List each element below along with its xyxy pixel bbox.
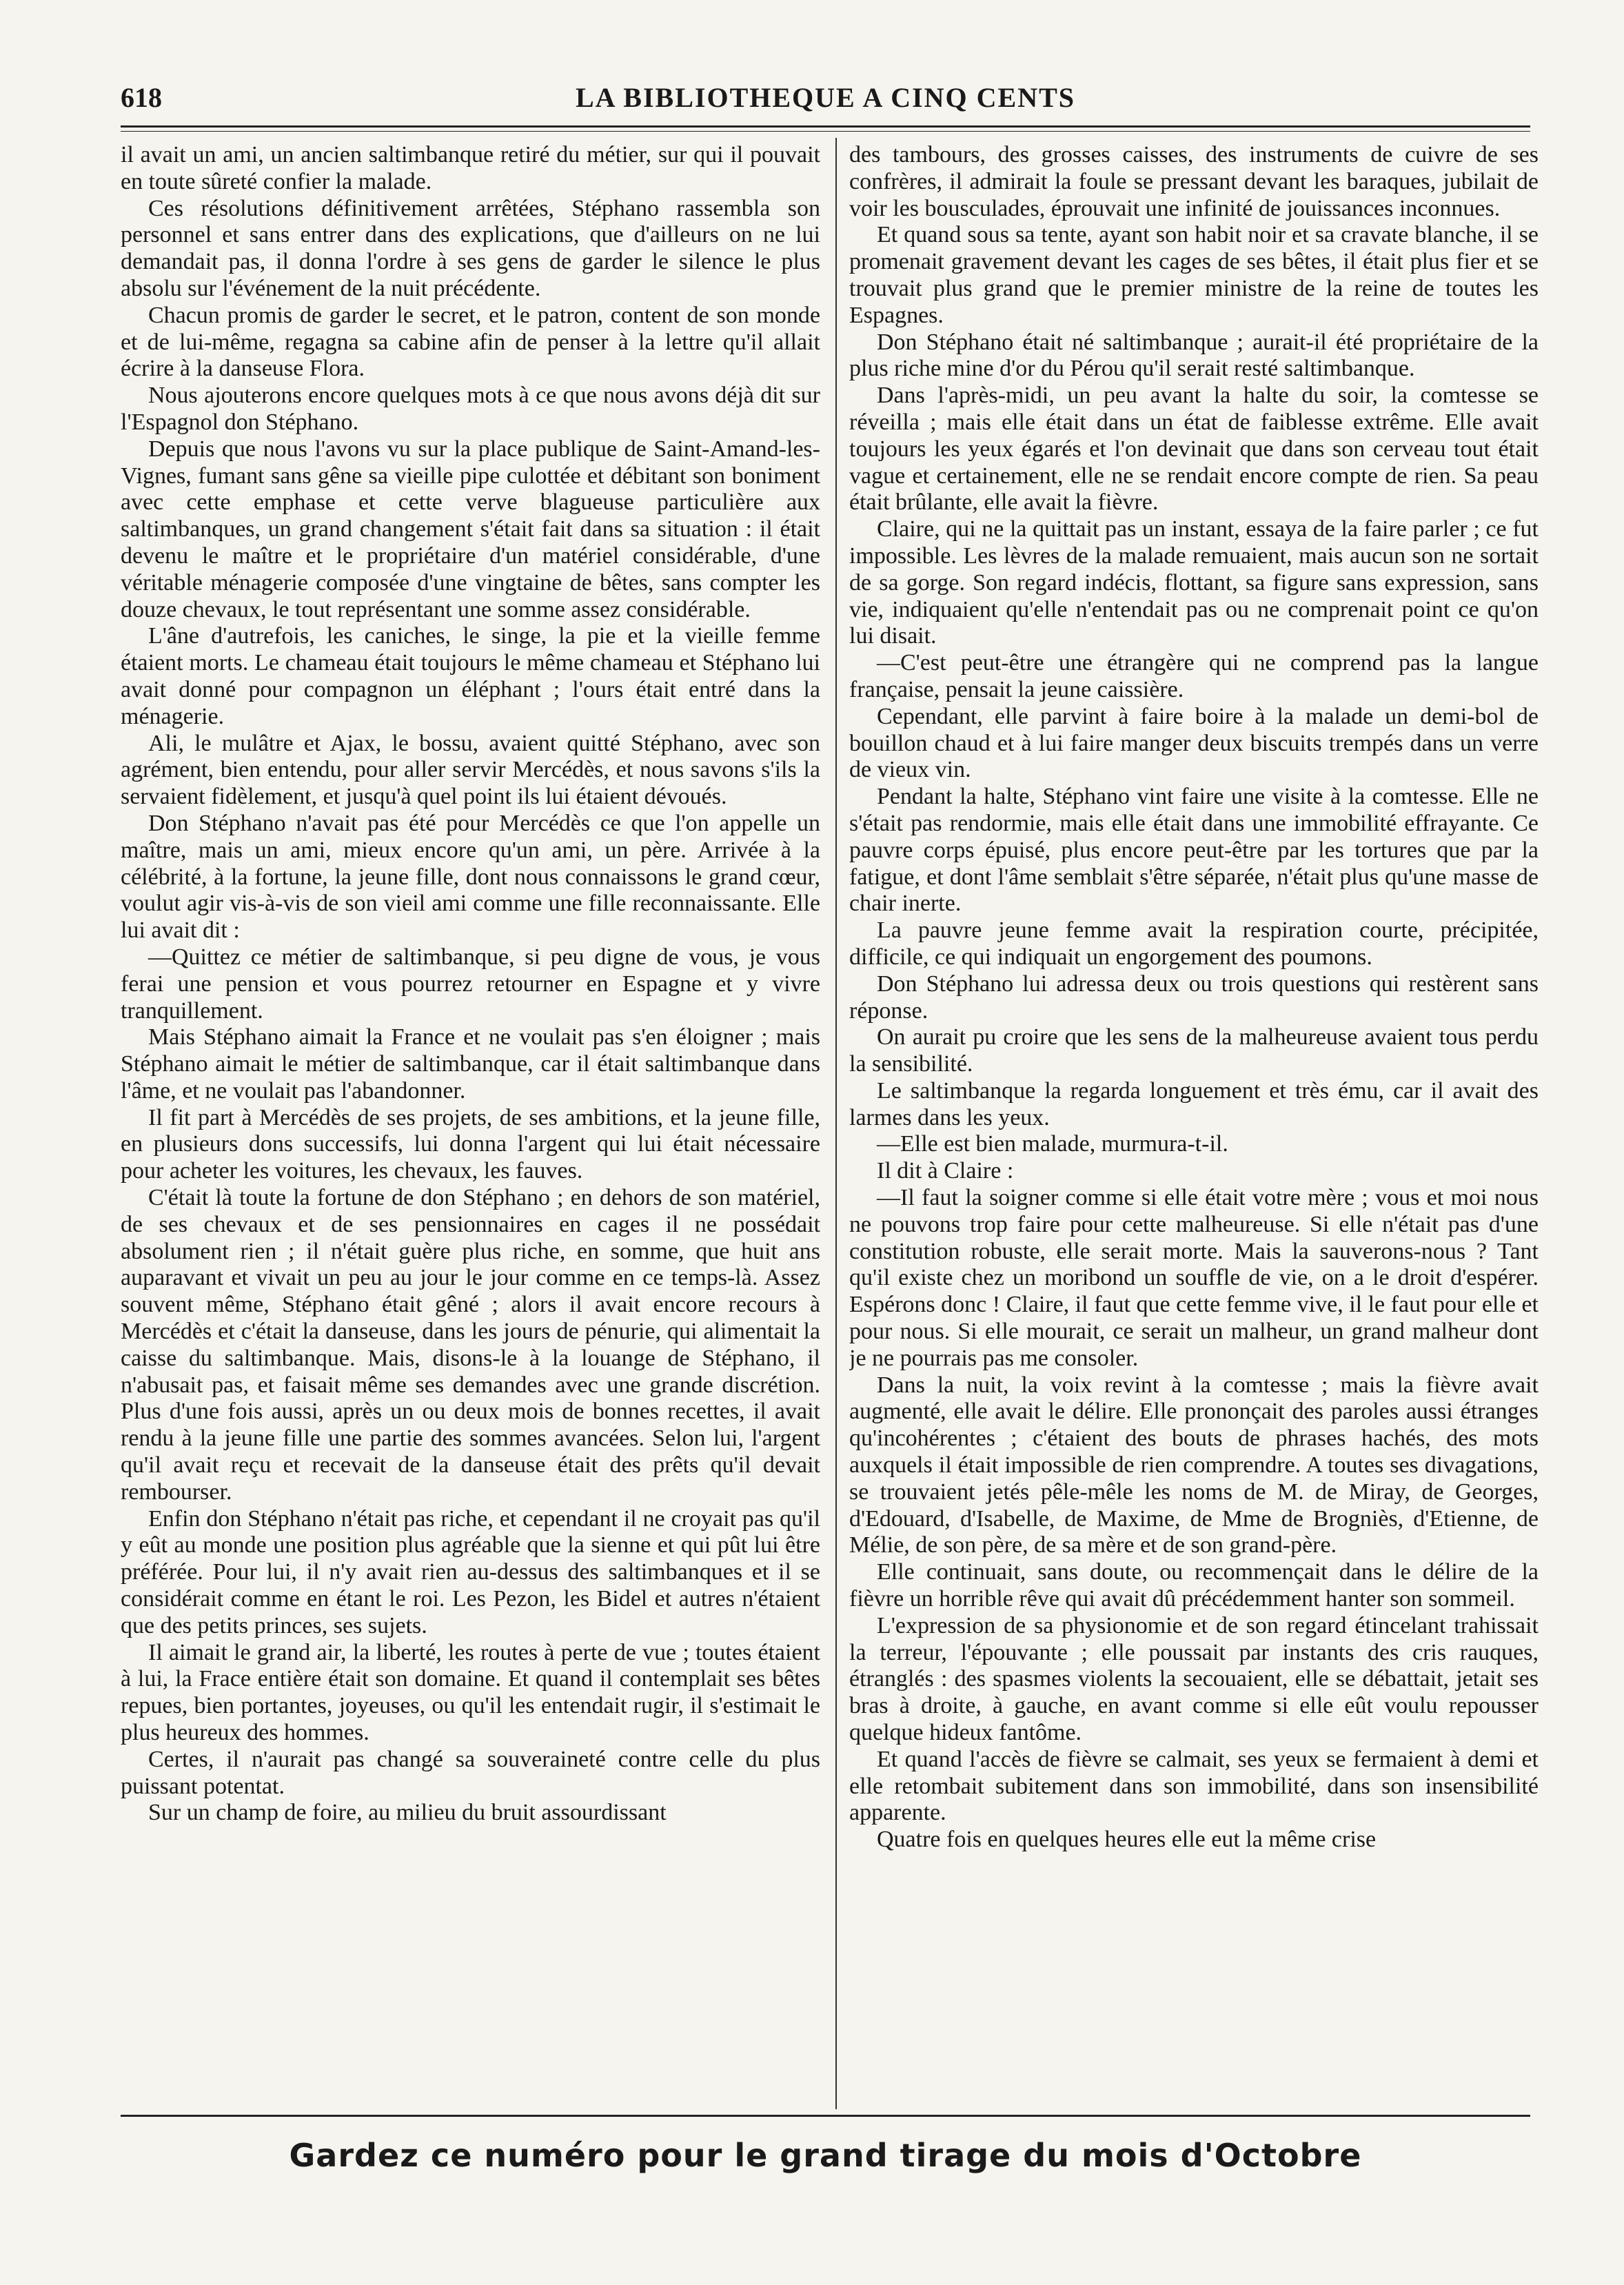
paragraph: Il dit à Claire : [877,1158,1014,1184]
paragraph: La pauvre jeune femme avait la respiration courte, précipitée, difficile, ce qui indiquait un engorgement des poumons. [849,917,1539,970]
paragraph: Nous ajouterons encore quelques mots à ce que nous avons déjà dit sur l'Espagnol don Stéphano. [121,383,820,435]
running-title: LA BIBLIOTHEQUE A CINQ CENTS [575,82,1076,113]
paragraph: Elle continuait, sans doute, ou recommençait dans le délire de la fièvre un horrible rêve qui avait dû précédemment hanter son sommeil. [849,1559,1539,1612]
paragraph: Et quand l'accès de fièvre se calmait, ses yeux se fermaient à demi et elle retombait subitement dans son immobilité, dans son insensibilité apparente. [849,1746,1539,1826]
paragraph: Ces résolutions définitivement arrêtées, Stéphano rassembla son personnel et sans entrer dans des explications, que d'ailleurs on ne lui demandait pas, il donna l'ordre à ses gens de garder le silence le plus absolu sur l'événement de la nuit précédente. [121,195,820,301]
left-column [121,142,820,2120]
paragraph: Il aimait le grand air, la liberté, les routes à perte de vue ; toutes étaient à lui, la Frace entière était son domaine. Et quand il contemplait ses bêtes repues, bien portantes, joyeuses, ou qu'il les entendait rugir, il s'estimait le plus heureux des hommes. [121,1639,820,1746]
paragraph: Cependant, elle parvint à faire boire à la malade un demi-bol de bouillon chaud et à lui faire manger deux biscuits trempés dans un verre de vieux vin. [849,703,1539,783]
paragraph: Dans l'après-midi, un peu avant la halte du soir, la comtesse se réveilla ; mais elle était dans un état de faiblesse extrême. Elle avait toujours les yeux égarés et l'on devinait que dans son cerveau tout était vague et certainement, elle ne se rendait encore compte de rien. Sa peau était brûlante, elle avait la fièvre. [849,383,1539,516]
paragraph: C'était là toute la fortune de don Stéphano ; en dehors de son matériel, de ses chevaux et de ses pensionnaires en cages il ne possédait absolument rien ; il n'était guère plus riche, en somme, que huit ans auparavant et vivait un peu au jour le jour comme en ce temps-là. Assez souvent même, Stéphano était gêné ; alors il avait encore recours à Mercédès et c'était la danseuse, dans les jours de pénurie, qui alimentait la caisse du saltimbanque. Mais, disons-le à la louange de Stéphano, il n'abusait pas, et faisait même ses demandes avec une grande discrétion. Plus d'une fois aussi, après un ou deux mois de bonnes recettes, il avait rendu à la jeune fille une partie des sommes avancées. Selon lui, l'argent qu'il avait reçu et recevait de la danseuse était des prêts qu'il devait rembourser. [121,1185,820,1505]
footer-notice: Gardez ce numéro pour le grand tirage du mois d'Octobre [289,2137,1362,2174]
page-header [121,81,1530,123]
paragraph: Ali, le mulâtre et Ajax, le bossu, avaient quitté Stéphano, avec son agrément, bien entendu, pour aller servir Mercédès, et nous savons s'ils la servaient fidèlement, et jusqu'à quel point ils lui étaient dévoués. [121,730,820,810]
paragraph: L'âne d'autrefois, les caniches, le singe, la pie et la vieille femme étaient morts. Le chameau était toujours le même chameau et Stéphano lui avait donné pour compagnon un éléphant ; l'ours était entré dans la ménagerie. [121,623,820,729]
paragraph: Quatre fois en quelques heures elle eut la même crise [877,1827,1377,1853]
paragraph: —Il faut la soigner comme si elle était votre mère ; vous et moi nous ne pouvons trop faire pour cette malheureuse. Si elle n'était pas d'une constitution robuste, elle serait morte. Mais la sauverons-nous ? Tant qu'il existe chez un moribond un souffle de vie, on a le droit d'espérer. Espérons donc ! Claire, il faut que cette femme vive, il le faut pour elle et pour nous. Si elle mourait, ce serait un malheur, un grand malheur dont je ne pourrais pas me consoler. [849,1185,1539,1371]
paragraph: Don Stéphano lui adressa deux ou trois questions qui restèrent sans réponse. [849,971,1539,1024]
paragraph: —Elle est bien malade, murmura-t-il. [877,1131,1228,1157]
column-divider [835,138,837,2109]
paragraph: Le saltimbanque la regarda longuement et très ému, car il avait des larmes dans les yeux. [849,1077,1539,1130]
paragraph: Il fit part à Mercédès de ses projets, de ses ambitions, et la jeune fille, en plusieurs dons successifs, lui donna l'argent qui lui était nécessaire pour acheter les voitures, les chevaux, les fauves. [121,1104,820,1184]
paragraph: Chacun promis de garder le secret, et le patron, content de son monde et de lui-même, regagna sa cabine afin de penser à la lettre qu'il allait écrire à la danseuse Flora. [121,302,820,382]
paragraph: Depuis que nous l'avons vu sur la place publique de Saint-Amand-les-Vignes, fumant sans gêne sa vieille pipe culottée et débitant son boniment avec cette emphase et cette verve blagueuse particulière aux saltimbanques, un grand changement s'était fait dans sa situation : il était devenu le maître et le propriétaire d'un matériel considérable, d'une véritable ménagerie composée d'une vingtaine de bêtes, sans compter les douze chevaux, le tout représentant une somme assez considérable. [121,436,820,622]
paragraph: —Quittez ce métier de saltimbanque, si peu digne de vous, je vous ferai une pension et vous pourrez retourner en Espagne et y vivre tranquillement. [121,944,820,1024]
paragraph: —C'est peut-être une étrangère qui ne comprend pas la langue française, pensait la jeune caissière. [849,650,1539,702]
paragraph: L'expression de sa physionomie et de son regard étincelant trahissait la terreur, l'épouvante ; elle poussait par instants des cris rauques, étranglés : des spasmes violents la secouaient, elle se débattait, jetait ses bras à droite, à gauche, en avant comme si elle eût voulu repousser quelque hideux fantôme. [849,1612,1539,1746]
paragraph: On aurait pu croire que les sens de la malheureuse avaient tous perdu la sensibilité. [849,1024,1539,1077]
paragraph: Pendant la halte, Stéphano vint faire une visite à la comtesse. Elle ne s'était pas rendormie, mais elle était dans une immobilité effrayante. Ce pauvre corps épuisé, plus encore peut-être par les tortures que par la fatigue, et dont l'âme semblait s'être séparée, n'était plus qu'une masse de chair inerte. [849,784,1539,917]
paragraph: des tambours, des grosses caisses, des instruments de cuivre de ses confrères, il admirait la foule se pressant devant les baraques, jubilait de voir les bousculades, éprouvait une infinité de jouissances inconnues. [849,142,1539,221]
page-number: 618 [121,82,162,113]
paragraph: Sur un champ de foire, au milieu du bruit assourdissant [148,1800,667,1826]
paragraph: il avait un ami, un ancien saltimbanque retiré du métier, sur qui il pouvait en toute sûreté confier la malade. [121,142,820,194]
paragraph: Mais Stéphano aimait la France et ne voulait pas s'en éloigner ; mais Stéphano aimait le métier de saltimbanque, car il était saltimbanque dans l'âme, et ne voulait pas l'abandonner. [121,1024,820,1104]
paragraph: Don Stéphano n'avait pas été pour Mercédès ce que l'on appelle un maître, mais un ami, mieux encore qu'un ami, un père. Arrivée à la célébrité, à la fortune, la jeune fille, dont nous connaissons le grand cœur, voulut agir vis-à-vis de son vieil ami comme une fille reconnaissante. Elle lui avait dit : [121,810,820,944]
paragraph: Et quand sous sa tente, ayant son habit noir et sa cravate blanche, il se promenait gravement devant les cages de ses bêtes, il était plus fier et se trouvait plus grand que le premier ministre de la reine de toutes les Espagnes. [849,222,1539,328]
paragraph: Claire, qui ne la quittait pas un instant, essaya de la faire parler ; ce fut impossible. Les lèvres de la malade remuaient, mais aucun son ne sortait de sa gorge. Son regard indécis, flottant, sa figure sans expression, sans vie, indiquaient qu'elle n'entendait pas ou ne comprenait point ce qu'on lui disait. [849,516,1539,649]
footer-rule [121,2115,1530,2117]
header-rule-thin [121,131,1530,132]
paragraph: Don Stéphano était né saltimbanque ; aurait-il été propriétaire de la plus riche mine d'or du Pérou qu'il serait resté saltimbanque. [849,329,1539,382]
header-rule-thick [121,125,1530,128]
paragraph: Enfin don Stéphano n'était pas riche, et cependant il ne croyait pas qu'il y eût au monde une position plus agréable que la sienne et qui pût lui être préférée. Pour lui, il n'y avait rien au-dessus des saltimbanques et il se considérait comme en étant le roi. Les Pezon, les Bidel et autres n'étaient que des petits princes, ses sujets. [121,1505,820,1638]
paragraph: Certes, il n'aurait pas changé sa souveraineté contre celle du plus puissant potentat. [121,1746,820,1799]
paragraph: Dans la nuit, la voix revint à la comtesse ; mais la fièvre avait augmenté, elle avait le délire. Elle prononçait des paroles aussi étranges qu'incohérentes ; c'étaient des bouts de phrases hachés, des mots auxquels il était impossible de rien comprendre. A toutes ses divagations, se trouvaient jetés pêle-mêle les noms de M. de Miray, de Georges, d'Edouard, d'Isabelle, de Maxime, de Mme de Brogniès, d'Etienne, de Mélie, de son père, de sa mère et de son grand-père. [849,1372,1539,1558]
right-column [849,142,1539,2120]
